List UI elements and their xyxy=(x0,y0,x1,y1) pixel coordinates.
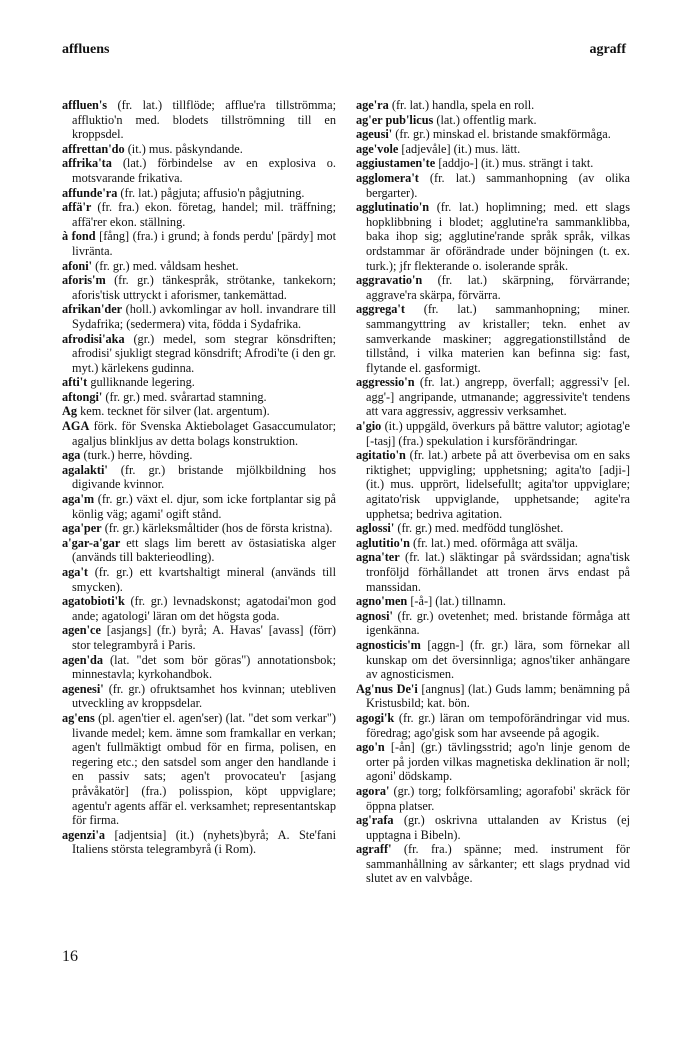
dictionary-entry: affrika'ta (lat.) förbindelse av en explosiva o. motsvarande frikativa. xyxy=(62,156,336,185)
right-column xyxy=(356,98,630,886)
dictionary-entry: afrikan'der (holl.) avkomlingar av holl. invandrare till Sydafrika; (sedermera) vita, födda i Sydafrika. xyxy=(62,302,336,331)
dictionary-entry: aggrega't (fr. lat.) sammanhopning; miner. sammangyttring av kristaller; tekn. enhet av samverkande maskiner; aggregationstillstånd de tillstånd, i vilka materien kan befinna sig: fast, flytande el. gasformigt. xyxy=(356,302,630,375)
dictionary-entry: aftongi' (fr. gr.) med. svårartad stamning. xyxy=(62,389,267,404)
dictionary-entry: agatobioti'k (fr. gr.) levnadskonst; agatodai'mon god ande; agatologi' läran om det högsta goda. xyxy=(62,594,336,623)
dictionary-entry: ageusi' (fr. gr.) minskad el. bristande smakförmåga. xyxy=(356,127,611,142)
dictionary-entry: agenzi'a [adjentsia] (it.) (nyhets)byrå; A. Ste'fani Italiens största telegrambyrå (i Rom). xyxy=(62,827,336,857)
dictionary-entry: age'vole [adjevåle] (it.) mus. lätt. xyxy=(356,141,521,156)
dictionary-entry: affluen's (fr. lat.) tillflöde; afflue'ra tillströmma; affluktio'n med. blodets tillströmning till en kroppsdel. xyxy=(62,98,336,142)
dictionary-entry: agnosi' (fr. gr.) ovetenhet; med. bristande förmåga att igenkänna. xyxy=(356,608,630,638)
dictionary-entry: agglomera't (fr. lat.) sammanhopning (av olika bergarter). xyxy=(356,170,630,200)
dictionary-entry: agen'da (lat. "det som bör göras") annotationsbok; minnestavla; kyrkohandbok. xyxy=(62,652,336,682)
dictionary-entry: agalakti' (fr. gr.) bristande mjölkbildning hos digivande kvinnor. xyxy=(62,462,336,492)
dictionary-entry: Ag kem. tecknet för silver (lat. argentum). xyxy=(62,404,270,419)
dictionary-entry: à fond [fång] (fra.) i grund; à fonds perdu' [pärdy] mot livränta. xyxy=(62,229,336,258)
dictionary-entry: ag'ens (pl. agen'tier el. agen'ser) (lat. "det som verkar") livande medel; kem. ämne som framkallar en verkan; agen't fullmäktigt ombud för en firma, polisen, en regering etc.; den satsdel som anger den handlande i en passiv sats; agen't provocateu'r [asjang pråvåkatör] (fra.) polisspion, köpt uppviglare; agentu'r agents affär el. verksamhet; representantskap för firma. xyxy=(62,710,336,828)
dictionary-entry: agna'ter (fr. lat.) släktingar på svärdssidan; agna'tisk tronföljd förhållandet att tronen ärvs endast på manssidan. xyxy=(356,550,630,594)
dictionary-entry: a'gar-a'gar ett slags lim berett av östasiatiska alger (används till bakterieodling). xyxy=(62,535,336,565)
dictionary-entry: ago'n [-ån] (gr.) tävlingsstrid; ago'n linje genom de orter på jorden vilkas magnetiska deklination är noll; agoni' dödskamp. xyxy=(356,740,630,784)
dictionary-entry: afrodisi'aka (gr.) medel, som stegrar könsdriften; afrodisi' sjukligt stegrad könsdrift; Afrodi'te (i den gr. myt.) kärlekens gudinna. xyxy=(62,331,336,375)
dictionary-entry: ag'rafa (gr.) oskrivna uttalanden av Kristus (ej upptagna i Bibeln). xyxy=(356,813,630,842)
dictionary-entry: aga (turk.) herre, hövding. xyxy=(62,448,193,463)
dictionary-entry: aglutitio'n (fr. lat.) med. oförmåga att svälja. xyxy=(356,535,578,550)
dictionary-entry: aglossi' (fr. gr.) med. medfödd tunglöshet. xyxy=(356,521,564,536)
dictionary-entry: agraff' (fr. fra.) spänne; med. instrument för sammanhållning av sårkanter; ett slags prydnad vid slutet av en valvbåge. xyxy=(356,842,630,886)
dictionary-entry: Ag'nus De'i [angnus] (lat.) Guds lamm; benämning på Kristusbild; kat. bön. xyxy=(356,681,630,711)
dictionary-entry: aggiustamen'te [addjo-] (it.) mus. strängt i takt. xyxy=(356,156,594,171)
dictionary-entry: afti't gulliknande legering. xyxy=(62,375,195,390)
dictionary-entry: affrettan'do (it.) mus. påskyndande. xyxy=(62,141,243,156)
dictionary-entry: aggressio'n (fr. lat.) angrepp, överfall; aggressi'v [el. agg'-] angripande, utmanande; aggressivite't tendens att vara aggressiv, aggressiv verksamhet. xyxy=(356,375,630,419)
dictionary-entry: aga'per (fr. gr.) kärleksmåltider (hos de första kristna). xyxy=(62,521,333,536)
dictionary-entry: agogi'k (fr. gr.) läran om tempoförändringar vid mus. föredrag; ago'gisk som har avseende på agogik. xyxy=(356,710,630,740)
dictionary-entry: agno'men [-å-] (lat.) tillnamn. xyxy=(356,594,506,609)
page-number: 16 xyxy=(62,948,78,965)
dictionary-entry: aggravatio'n (fr. lat.) skärpning, förvärrande; aggrave'ra skärpa, förvärra. xyxy=(356,273,630,302)
dictionary-entry: AGA förk. för Svenska Aktiebolaget Gasaccumulator; agaljus blinkljus av detta bolags konstruktion. xyxy=(62,419,336,448)
dictionary-entry: agnosticis'm [aggn-] (fr. gr.) lära, som förnekar all kunskap om det översinnliga; agnos'tiker anhängare av agnosticismen. xyxy=(356,637,630,682)
dictionary-entry: agen'ce [asjangs] (fr.) byrå; A. Havas' [avass] (förr) stor telegrambyrå i Paris. xyxy=(62,623,336,652)
dictionary-entry: aga't (fr. gr.) ett kvartshaltigt mineral (används till smycken). xyxy=(62,565,336,594)
dictionary-entry: ag'er pub'licus (lat.) offentlig mark. xyxy=(356,112,537,127)
dictionary-entry: afoni' (fr. gr.) med. våldsam heshet. xyxy=(62,258,239,273)
dictionary-entry: agenesi' (fr. gr.) ofruktsamhet hos kvinnan; utebliven utveckling av kroppsdelar. xyxy=(62,681,336,711)
dictionary-entry: agitatio'n (fr. lat.) arbete på att överbevisa om en saks riktighet; uppvigling; upphetsning; agita'to [adji-] (it.) mus. upprört, lidelsefullt; agita'tor uppviglare; agitato'risk uppviglande, upphetsande; agite'ra upphetsa; bedriva agitation. xyxy=(356,448,630,521)
dictionary-entry: agora' (gr.) torg; folkförsamling; agorafobi' skräck för öppna platser. xyxy=(356,783,630,813)
dictionary-entry: aforis'm (fr. gr.) tänkespråk, strötanke, tankekorn; aforis'tisk uttryckt i aforismer, tankemättad. xyxy=(62,273,336,302)
dictionary-entry: a'gio (it.) uppgäld, överkurs på bättre valutor; agiotag'e [-tasj] (fra.) spekulation i kursförändringar. xyxy=(356,419,630,448)
left-column xyxy=(62,98,336,857)
running-head-right: agraff xyxy=(589,42,626,57)
dictionary-entry: agglutinatio'n (fr. lat.) hoplimning; med. ett slags hopklibbning i blodet; agglutine'ra sammanklibba, baka ihop sig; agglutine'rande språk språk, vilkas ordstammar är oförändrade under böjningen (t. ex. turk.); jfr flekterande o. isolerande språk. xyxy=(356,200,630,273)
running-head-left: affluens xyxy=(62,42,110,57)
dictionary-entry: aga'm (fr. gr.) växt el. djur, som icke fortplantar sig på könlig väg; agami' ogift stånd. xyxy=(62,492,336,521)
dictionary-entry: age'ra (fr. lat.) handla, spela en roll. xyxy=(356,98,535,112)
dictionary-entry: affunde'ra (fr. lat.) pågjuta; affusio'n pågjutning. xyxy=(62,185,305,200)
dictionary-entry: affä'r (fr. fra.) ekon. företag, handel; mil. träffning; affä'rer ekon. ställning. xyxy=(62,200,336,229)
